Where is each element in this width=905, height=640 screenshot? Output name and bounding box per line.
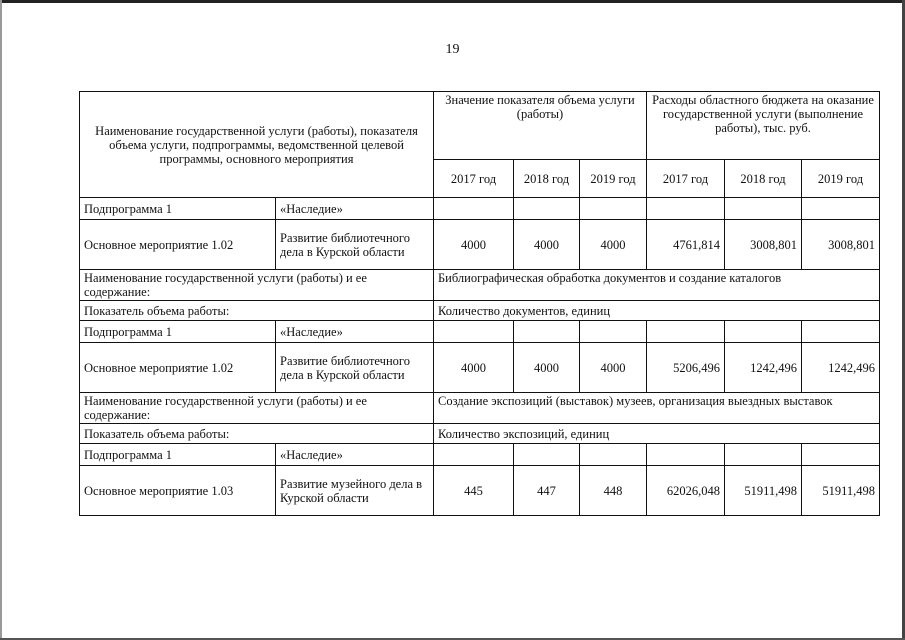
value-cell: 51911,498 [725, 466, 802, 516]
value-cell: 1242,496 [802, 343, 880, 393]
indicator-row [80, 424, 880, 444]
subprogram-row [80, 198, 880, 220]
header-volume-cell: Значение показателя объема услуги (работы) [434, 92, 647, 160]
service-row [80, 270, 880, 301]
value-cell: 51911,498 [802, 466, 880, 516]
subprogram-label: Подпрограмма 1 [80, 444, 276, 466]
value-cell: 4000 [580, 343, 647, 393]
subprogram-label: Подпрограмма 1 [80, 321, 276, 343]
subprogram-row [80, 444, 880, 466]
service-value: Библиографическая обработка документов и создание каталогов [434, 270, 880, 301]
value-cell: 447 [514, 466, 580, 516]
page-number: 19 [445, 42, 460, 57]
main-event-row [80, 343, 880, 393]
header-row [80, 92, 880, 160]
main-event-label: Основное мероприятие 1.02 [80, 220, 276, 270]
service-value: Создание экспозиций (выставок) музеев, организация выездных выставок [434, 393, 880, 424]
header-expense-cell: Расходы областного бюджета на оказание государственной услуги (выполнение работы), тыс. руб. [647, 92, 880, 160]
value-cell: 1242,496 [725, 343, 802, 393]
value-cell: 448 [580, 466, 647, 516]
value-cell: 4000 [434, 220, 514, 270]
year-header: 2017 год [434, 160, 514, 198]
main-event-label: Основное мероприятие 1.03 [80, 466, 276, 516]
value-cell: 445 [434, 466, 514, 516]
value-cell: 62026,048 [647, 466, 725, 516]
budget-table [79, 91, 880, 516]
indicator-label: Показатель объема работы: [80, 301, 434, 321]
service-label: Наименование государственной услуги (работы) и ее содержание: [80, 270, 434, 301]
value-cell: 4761,814 [647, 220, 725, 270]
subprogram-name: «Наследие» [276, 321, 434, 343]
main-event-label: Основное мероприятие 1.02 [80, 343, 276, 393]
main-event-row [80, 220, 880, 270]
year-header: 2019 год [580, 160, 647, 198]
scan-edge-left [0, 0, 2, 640]
value-cell: 4000 [514, 220, 580, 270]
main-event-name: Развитие библиотечного дела в Курской области [276, 343, 434, 393]
indicator-label: Показатель объема работы: [80, 424, 434, 444]
main-event-name: Развитие библиотечного дела в Курской области [276, 220, 434, 270]
indicator-row [80, 301, 880, 321]
scan-edge-top [0, 0, 905, 3]
service-label: Наименование государственной услуги (работы) и ее содержание: [80, 393, 434, 424]
value-cell: 4000 [434, 343, 514, 393]
value-cell: 4000 [580, 220, 647, 270]
year-header: 2017 год [647, 160, 725, 198]
main-event-name: Развитие музейного дела в Курской области [276, 466, 434, 516]
subprogram-row [80, 321, 880, 343]
year-header: 2018 год [725, 160, 802, 198]
service-row [80, 393, 880, 424]
main-event-row [80, 466, 880, 516]
value-cell: 4000 [514, 343, 580, 393]
indicator-value: Количество экспозиций, единиц [434, 424, 880, 444]
subprogram-name: «Наследие» [276, 198, 434, 220]
indicator-value: Количество документов, единиц [434, 301, 880, 321]
header-name-cell: Наименование государственной услуги (работы), показателя объема услуги, подпрограммы, ведомственной целевой программы, основного мероприятия [80, 92, 434, 198]
subprogram-label: Подпрограмма 1 [80, 198, 276, 220]
year-header: 2019 год [802, 160, 880, 198]
year-header: 2018 год [514, 160, 580, 198]
value-cell: 5206,496 [647, 343, 725, 393]
value-cell: 3008,801 [802, 220, 880, 270]
value-cell: 3008,801 [725, 220, 802, 270]
subprogram-name: «Наследие» [276, 444, 434, 466]
